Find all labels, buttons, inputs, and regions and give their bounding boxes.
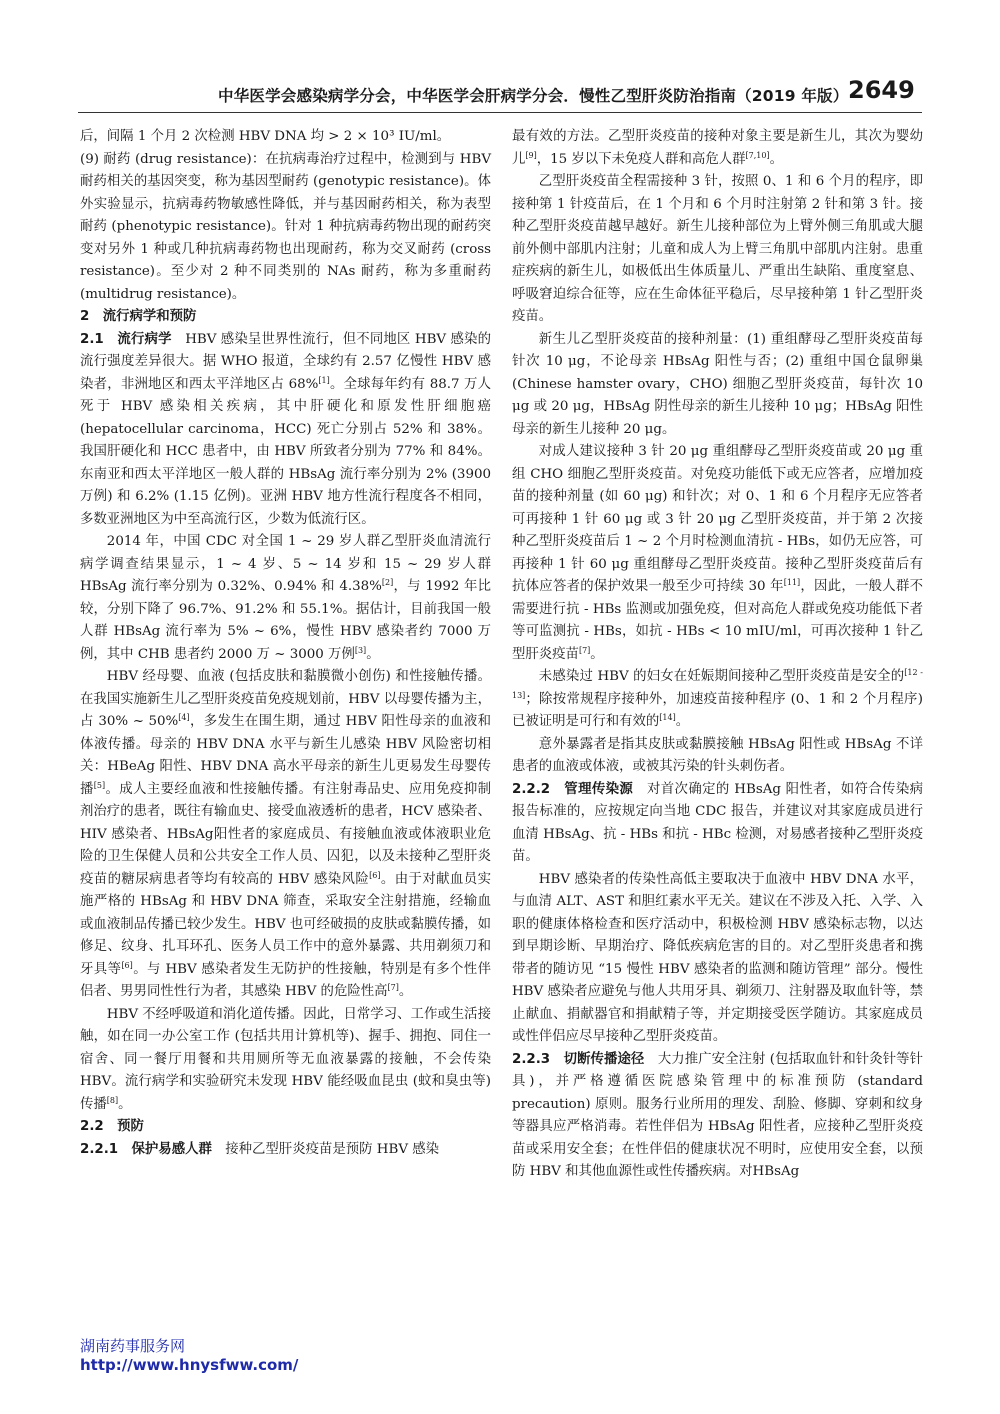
reference: [12 - 13] [512, 668, 923, 700]
footer-site-name: 湖南药事服务网 [80, 1337, 186, 1355]
subsection-heading-prevention: 2.2 预防 [80, 1119, 144, 1134]
subsection-heading: 2.2.3 切断传播途径 [512, 1051, 645, 1067]
paragraph [80, 1139, 491, 1162]
paragraph [80, 1004, 491, 1117]
reference: [6] [121, 960, 133, 970]
text: HBV 经母婴、血液 (包括皮肤和黏膜微小创伤) 和性接触传播。在我国实施新生儿乙型肝炎疫苗免疫规划前，HBV 以母婴传播为主，占 30% ~ 50% [80, 669, 491, 729]
text: 对首次确定的 HBsAg 阳性者，如符合传染病报告标准的，应按规定向当地 CDC 报告，并建议对其家庭成员进行血清 HBsAg、抗 - HBs 和抗 - HBc 检测，对易感者接种乙型肝炎疫苗。 [512, 781, 923, 864]
text: ，与 1992 年比较，分别下降了 96.7%、91.2% 和 55.1%。据估计，目前我国一般人群 HBsAg 流行率为 5% ~ 6%，慢性 HBV 感染者约 7000 万例，其中 CHB 患者约 2000 万 ~ 3000 万例 [80, 579, 491, 662]
page-number: 2649 [848, 76, 915, 104]
paragraph [512, 1049, 923, 1184]
header-rule [78, 112, 922, 113]
text: ，多发生在围生期，通过 HBV 阳性母亲的血液和体液传播。母亲的 HBV DNA 水平与新生儿感染 HBV 风险密切相关：HBeAg 阳性、HBV DNA 高水平母亲的新生儿更易发生母婴传播 [80, 714, 492, 797]
paragraph [512, 126, 923, 171]
text: HBV 不经呼吸道和消化道传播。因此，日常学习、工作或生活接触，如在同一办公室工作 (包括共用计算机等)、握手、拥抱、同住一宿舍、同一餐厅用餐和共用厕所等无血液暴露的接触，不会传染 HBV。流行病学和实验研究未发现 HBV 能经吸血昆虫 (蚊和臭虫等) 传播 [80, 1006, 491, 1112]
reference: [11] [783, 578, 801, 587]
reference: [8] [106, 1095, 119, 1105]
paragraph-epidemiology [80, 329, 491, 532]
text: 。全球每年约有 88.7 万人死于 HBV 感染相关疾病，其中肝硬化和原发性肝细胞癌 (hepatocellular carcinoma，HCC) 死亡分别占 52% 和 38%。我国肝硬化和 HCC 患者中，由 HBV 所致者分别为 77% 和 84%。东南亚和西太平洋地区一般人群的 HBsAg 流行率分别为 2% (3900 万例) 和 6.2% (1.15 亿例)。亚洲 HBV 地方性流行程度各不相同，多数亚洲地区为中至高流行区，少数为低流行区。 [80, 376, 491, 527]
paragraph: 新生儿乙型肝炎疫苗的接种剂量：(1) 重组酵母乙型肝炎疫苗每针次 10 μg，不论母亲 HBsAg 阳性与否；(2) 重组中国仓鼠卵巢 (Chinese hamster ovary，CHO) 细胞乙型肝炎疫苗，每针次 10 μg 或 20 μg，HBsAg 阴性母亲的新生儿接种 10 μg；HBsAg 阳性母亲的新生儿接种 20 μg。 [512, 331, 923, 437]
paragraph: 意外暴露者是指其皮肤或黏膜接触 HBsAg 阳性或 HBsAg 不详患者的血液或体液，或被其污染的针头刺伤者。 [512, 736, 923, 774]
paragraph: 后，间隔 1 个月 2 次检测 HBV DNA 均 > 2 × 10³ IU/ml。 [80, 129, 451, 144]
text: 。 [366, 646, 380, 662]
text: HBV 感染呈世界性流行，但不同地区 HBV 感染的流行强度差异很大。据 WHO 报道，全球约有 2.57 亿慢性 HBV 感染者，非洲地区和西太平洋地区占 68% [80, 331, 491, 392]
text: 接种乙型肝炎疫苗是预防 HBV 感染 [211, 1141, 440, 1157]
reference: [7] [387, 983, 399, 992]
running-header-title: 中华医学会感染病学分会，中华医学会肝病学分会．慢性乙型肝炎防治指南（2019 年版） [218, 87, 849, 105]
text: 对成人建议接种 3 针 20 μg 重组酵母乙型肝炎疫苗或 20 μg 重组 CHO 细胞乙型肝炎疫苗。对免疫功能低下或无应答者，应增加疫苗的接种剂量 (如 60 μg) 和针次；对 0、1 和 6 个月程序无应答者可再接种 1 针 60 μg 或 3 针 20 μg 乙型肝炎疫苗，并于第 2 次接种乙型肝炎疫苗后 1 ~ 2 个月时检测血清抗 - HBs，如仍无应答，可再接种 1 针 60 μg 重组酵母乙型肝炎疫苗。接种乙型肝炎疫苗后有抗体应答者的保护效果一般至少可持续 30 年 [512, 444, 923, 594]
text: ，15 岁以下未免疫人群和高危人群 [536, 151, 746, 167]
subsection-heading: 2.2.1 保护易感人群 [80, 1141, 212, 1157]
reference: [2] [381, 578, 394, 587]
reference: [4] [178, 713, 190, 722]
text: 2014 年，中国 CDC 对全国 1 ~ 29 岁人群乙型肝炎血清流行病学调查结果显示，1 ~ 4 岁、5 ~ 14 岁和 15 ~ 29 岁人群 HBsAg 流行率分别为 0.32%、0.94% 和 4.38% [80, 534, 491, 594]
subsection-heading: 2.2.2 管理传染源 [512, 781, 634, 797]
reference: [1] [318, 375, 330, 385]
paragraph [512, 666, 923, 734]
footer-site-url-link[interactable]: http://www.hnysfww.com/ [80, 1356, 299, 1374]
paragraph: 乙型肝炎疫苗全程需接种 3 针，按照 0、1 和 6 个月的程序，即接种第 1 针疫苗后，在 1 个月和 6 个月时注射第 2 针和第 3 针。接种乙型肝炎疫苗越早越好。新生儿接种部位为上臂外侧三角肌或大腿前外侧中部肌内注射；儿童和成人为上臂三角肌中部肌内注射。患重症疾病的新生儿，如极低出生体质量儿、严重出生缺陷、重度窒息、呼吸窘迫综合征等，应在生命体征平稳后，尽早接种第 1 针乙型肝炎疫苗。 [512, 174, 923, 324]
reference: [7,10] [745, 150, 770, 160]
text: ；除按常规程序接种外，加速疫苗接种程序 (0、1 和 2 个月程序) 已被证明是可行和有效的 [512, 691, 923, 729]
text: ，因此，一般人群不需要进行抗 - HBs 监测或加强免疫，但对高危人群或免疫功能低下者等可监测抗 - HBs，如抗 - HBs < 10 mIU/ml，可再次接种 1 针乙型肝炎疫苗 [512, 579, 923, 662]
subsection-heading: 2.1 流行病学 [80, 331, 172, 347]
right-column [512, 126, 923, 1184]
text: 。 [675, 714, 690, 729]
footer-watermark [80, 1337, 298, 1375]
reference: [14] [659, 713, 676, 722]
text: 最有效的方法。乙型肝炎疫苗的接种对象主要是新生儿，其次为婴幼儿 [512, 129, 923, 167]
paragraph [80, 666, 491, 1004]
paragraph: HBV 感染者的传染性高低主要取决于血液中 HBV DNA 水平，与血清 ALT、AST 和胆红素水平无关。建议在不涉及入托、入学、入职的健康体格检查和医疗活动中，积极检测 HBV 感染标志物，以达到早期诊断、早期治疗、降低疾病危害的目的。对乙型肝炎患者和携带者的随访见 “15 慢性 HBV 感染者的监测和随访管理” 部分。慢性 HBV 感染者应避免与他人共用牙具、剃须刀、注射器及取血针等，禁止献血、捐献器官和捐献精子等，并定期接受医学随访。其家庭成员或性伴侣应尽早接种乙型肝炎疫苗。 [512, 871, 923, 1044]
text: 。 [590, 646, 604, 662]
paragraph-drug-resistance: (9) 耐药 (drug resistance)：在抗病毒治疗过程中，检测到与 HBV 耐药相关的基因突变，称为基因型耐药 (genotypic resistance)。体外实验显示，抗病毒药物敏感性降低，并与基因耐药相关，称为表型耐药 (phenotypic resistance)。针对 1 种抗病毒药物出现的耐药突变对另外 1 种或几种抗病毒药物也出现耐药，称为交叉耐药 (cross resistance)。至少对 2 种不同类别的 NAs 耐药，称为多重耐药 (multidrug resistance)。 [80, 151, 491, 302]
text: 。成人主要经血液和性接触传播。有注射毒品史、应用免疫抑制剂治疗的患者，既往有输血史、接受血液透析的患者，HCV 感染者、HIV 感染者、HBsAg阳性者的家庭成员、有接触血液或体液职业危险的卫生保健人员和公共安全工作人员、囚犯，以及未接种乙型肝炎疫苗的糖尿病患者等均有较高的 HBV 感染风险 [80, 781, 491, 887]
text: 。 [118, 1096, 132, 1112]
text: 。由于对献血员实施严格的 HBsAg 和 HBV DNA 筛查，采取安全注射措施，经输血或血液制品传播已较少发生。HBV 也可经破损的皮肤或黏膜传播，如修足、纹身、扎耳环孔、医务人员工作中的意外暴露、共用剃须刀和牙具等 [80, 871, 492, 977]
reference: [6] [369, 870, 381, 880]
reference: [3] [354, 645, 367, 655]
section-heading-epidemiology: 2 流行病学和预防 [80, 309, 197, 324]
paragraph [80, 531, 491, 666]
text: 。 [769, 151, 783, 167]
text: 未感染过 HBV 的妇女在妊娠期间接种乙型肝炎疫苗是安全的 [538, 669, 905, 684]
text: 。与 HBV 感染者发生无防护的性接触，特别是有多个性伴侣者、男男同性性行为者，其感染 HBV 的危险性高 [80, 961, 491, 999]
reference: [7] [578, 645, 591, 655]
left-column [80, 126, 491, 1161]
text: 大力推广安全注射 (包括取血针和针灸针等针具)，并严格遵循医院感染管理中的标准预防 (standard precaution) 原则。服务行业所用的理发、刮脸、修脚、穿刺和纹身等器具应严格消毒。若性伴侣为 HBsAg 阳性者，应接种乙型肝炎疫苗或采用安全套；在性伴侣的健康状况不明时，应使用安全套，以预防 HBV 和其他血源性或性传播疾病。对HBsAg [512, 1051, 924, 1179]
reference: [9] [525, 150, 537, 160]
paragraph [512, 441, 923, 666]
paragraph [512, 779, 923, 869]
reference: [5] [93, 780, 106, 790]
text: 。 [398, 984, 413, 999]
